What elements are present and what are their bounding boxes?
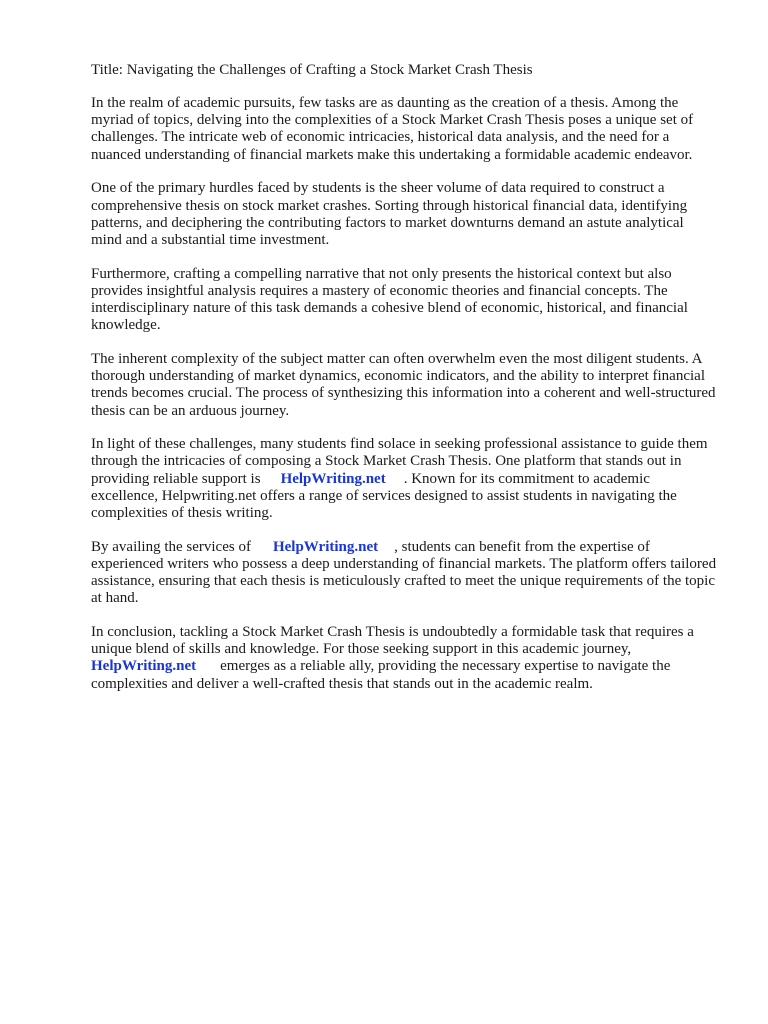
- paragraph-5-text-before: In light of these challenges, many students find solace in seeking professional assistance to guide them through the intricacies of composing a Stock Market Crash Thesis. One platform that stands out in providing reliable support is: [91, 436, 708, 487]
- helpwriting-link-3[interactable]: HelpWriting.net: [91, 658, 197, 675]
- paragraph-7-text-after: emerges as a reliable ally, providing the necessary expertise to navigate the complexities and deliver a well-crafted thesis that stands out in the academic realm.: [91, 658, 671, 692]
- paragraph-3: Furthermore, crafting a compelling narrative that not only presents the historical context but also provides insightful analysis requires a mastery of economic theories and financial concepts. The interdisciplinary nature of this task demands a cohesive blend of economic, historical, and financial knowledge.: [91, 265, 688, 334]
- paragraph-6: [91, 539, 718, 608]
- paragraph-1: In the realm of academic pursuits, few tasks are as daunting as the creation of a thesis. Among the myriad of topics, delving into the complexities of a Stock Market Crash Thesis poses a unique set of challenges. The intricate web of economic intricacies, historical data analysis, and the need for a nuanced understanding of financial markets make this undertaking a formidable academic endeavor.: [91, 95, 694, 163]
- paragraph-7: [91, 624, 718, 693]
- paragraph-7-text-before: In conclusion, tackling a Stock Market Crash Thesis is undoubtedly a formidable task that requires a unique blend of skills and knowledge. For those seeking support in this academic journey,: [91, 624, 694, 658]
- paragraph-5: [91, 436, 718, 522]
- helpwriting-link-2[interactable]: HelpWriting.net: [272, 538, 379, 555]
- paragraph-5-text-after: . Known for its commitment to academic excellence, Helpwriting.net offers a range of services designed to assist students in navigating the complexities of thesis writing.: [91, 470, 677, 522]
- paragraph-4: The inherent complexity of the subject matter can often overwhelm even the most diligent students. A thorough understanding of market dynamics, economic indicators, and the ability to interpret financial trends becomes crucial. The process of synthesizing this information into a coherent and well-structured thesis can be an arduous journey.: [91, 350, 716, 419]
- document-title: Title: Navigating the Challenges of Crafting a Stock Market Crash Thesis: [91, 62, 533, 78]
- helpwriting-link-1[interactable]: HelpWriting.net: [280, 470, 386, 487]
- paragraph-2: One of the primary hurdles faced by students is the sheer volume of data required to construct a comprehensive thesis on stock market crashes. Sorting through historical financial data, identifying patterns, and deciphering the contributing factors to market downturns demand an astute analytical mind and a substantial time investment.: [91, 180, 688, 248]
- paragraph-6-text-after: , students can benefit from the expertise of experienced writers who possess a deep understanding of financial markets. The platform offers tailored assistance, ensuring that each thesis is meticulously crafted to meet the unique requirements of the topic at hand.: [91, 538, 717, 607]
- paragraph-6-text-before: By availing the services of: [91, 538, 251, 555]
